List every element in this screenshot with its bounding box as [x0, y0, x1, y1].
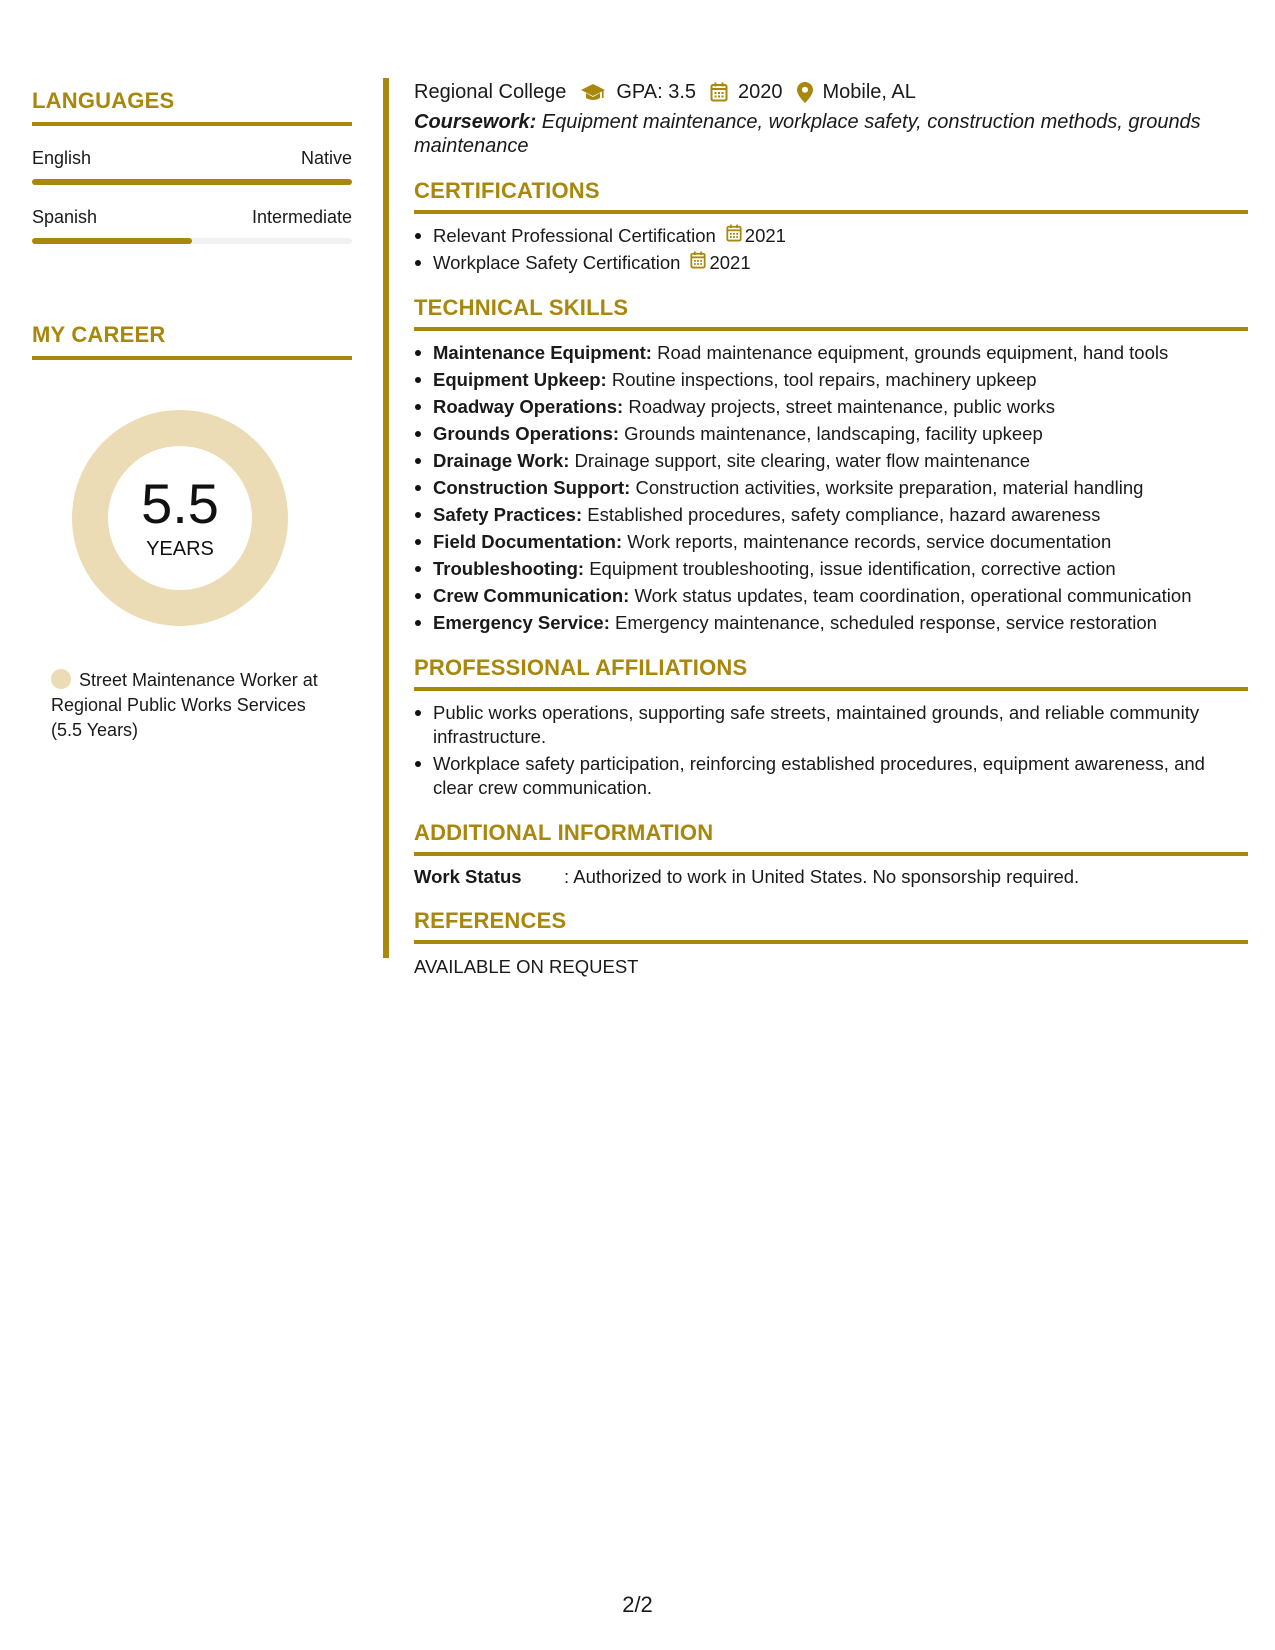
calendar-icon: [710, 82, 728, 102]
skill-text: Emergency maintenance, scheduled response, service restoration: [609, 612, 1157, 633]
education-line: [414, 78, 1248, 106]
language-proficiency-fill: [32, 238, 192, 244]
work-status-value: : Authorized to work in United States. No sponsorship required.: [564, 866, 1080, 887]
language-proficiency-bar: [32, 238, 352, 244]
education-coursework: [414, 110, 1248, 158]
career-heading: MY CAREER: [32, 322, 352, 360]
skill-item: [414, 530, 1248, 554]
career-legend-text: Street Maintenance Worker at Regional Public Works Services (5.5 Years): [51, 670, 318, 740]
skill-label: Troubleshooting:: [433, 558, 585, 579]
career-total-unit: YEARS: [146, 537, 214, 560]
skill-item: [414, 503, 1248, 527]
skill-item: [414, 584, 1248, 608]
skill-label: Grounds Operations:: [433, 423, 620, 444]
right-column: [414, 78, 1248, 978]
technical-skills-section: [414, 295, 1248, 635]
additional-info-heading: ADDITIONAL INFORMATION: [414, 820, 1248, 856]
skill-text: Work status updates, team coordination, operational communication: [629, 585, 1192, 606]
career-legend-item: [51, 668, 321, 743]
technical-skills-heading: TECHNICAL SKILLS: [414, 295, 1248, 331]
skill-text: Construction activities, worksite preparation, material handling: [630, 477, 1144, 498]
education-gpa: GPA: 3.5: [616, 80, 696, 103]
skill-text: Established procedures, safety compliance, hazard awareness: [582, 504, 1101, 525]
skill-item: [414, 395, 1248, 419]
languages-heading: LANGUAGES: [32, 88, 352, 126]
skill-label: Construction Support:: [433, 477, 631, 498]
education-location: Mobile, AL: [822, 80, 916, 103]
education-year: 2020: [738, 80, 783, 103]
skill-text: Work reports, maintenance records, service documentation: [622, 531, 1112, 552]
skill-label: Roadway Operations:: [433, 396, 624, 417]
affiliation-item: Public works operations, supporting safe streets, maintained grounds, and reliable community infrastructure.: [414, 701, 1248, 749]
language-proficiency-bar: [32, 179, 352, 185]
certification-item: [414, 251, 1248, 275]
skill-text: Road maintenance equipment, grounds equipment, hand tools: [651, 342, 1169, 363]
skill-text: Roadway projects, street maintenance, public works: [623, 396, 1056, 417]
skill-label: Maintenance Equipment:: [433, 342, 652, 363]
work-status-label: Work Status: [414, 866, 522, 887]
language-proficiency-fill: [32, 179, 352, 185]
references-text: AVAILABLE ON REQUEST: [414, 956, 639, 977]
references-section: [414, 908, 1248, 978]
calendar-icon: [690, 251, 709, 275]
certification-name: Workplace Safety Certification: [433, 252, 681, 273]
certifications-section: [414, 178, 1248, 275]
map-pin-icon: [797, 82, 813, 103]
skill-label: Crew Communication:: [433, 585, 630, 606]
career-legend-dot: [51, 669, 71, 689]
affiliation-item: Workplace safety participation, reinforcing established procedures, equipment awareness, and clear crew communication.: [414, 752, 1248, 800]
skill-item: [414, 449, 1248, 473]
language-level: Native: [300, 148, 352, 168]
language-name: Spanish: [32, 207, 98, 227]
career-donut-chart: [66, 404, 294, 632]
affiliations-list: [414, 701, 1248, 800]
additional-info-section: [414, 820, 1248, 888]
column-divider: [383, 78, 389, 958]
certification-name: Relevant Professional Certification: [433, 225, 716, 246]
skill-item: [414, 422, 1248, 446]
skill-label: Field Documentation:: [433, 531, 623, 552]
skill-text: Grounds maintenance, landscaping, facility upkeep: [619, 423, 1043, 444]
certification-year: 2021: [744, 225, 786, 246]
technical-skills-list: [414, 341, 1248, 635]
skill-label: Drainage Work:: [433, 450, 570, 471]
certifications-list: [414, 224, 1248, 275]
certification-year: 2021: [709, 252, 751, 273]
skill-text: Drainage support, site clearing, water flow maintenance: [569, 450, 1031, 471]
skill-text: Equipment troubleshooting, issue identification, corrective action: [584, 558, 1116, 579]
skill-label: Equipment Upkeep:: [433, 369, 607, 390]
work-status-row: [414, 866, 1248, 888]
affiliations-section: [414, 655, 1248, 800]
references-heading: REFERENCES: [414, 908, 1248, 944]
graduation-cap-icon: [580, 82, 606, 102]
coursework-text: Equipment maintenance, workplace safety, construction methods, grounds maintenance: [414, 111, 1201, 157]
page-number: 2/2: [622, 1592, 653, 1617]
skill-item: [414, 341, 1248, 365]
skill-item: [414, 611, 1248, 635]
career-total-value: 5.5: [141, 471, 219, 535]
skill-text: Routine inspections, tool repairs, machinery upkeep: [606, 369, 1037, 390]
education-school: Regional College: [414, 80, 567, 103]
calendar-icon: [726, 224, 745, 248]
affiliations-heading: PROFESSIONAL AFFILIATIONS: [414, 655, 1248, 691]
skill-label: Emergency Service:: [433, 612, 610, 633]
left-column: [32, 88, 352, 743]
language-item-english: [32, 148, 352, 185]
certifications-heading: CERTIFICATIONS: [414, 178, 1248, 214]
language-item-spanish: [32, 207, 352, 244]
education-section: [414, 78, 1248, 158]
coursework-label: Coursework:: [414, 111, 537, 133]
skill-label: Safety Practices:: [433, 504, 583, 525]
skill-item: [414, 476, 1248, 500]
skill-item: [414, 557, 1248, 581]
skill-item: [414, 368, 1248, 392]
language-level: Intermediate: [251, 207, 352, 227]
language-name: English: [32, 148, 92, 168]
certification-item: [414, 224, 1248, 248]
